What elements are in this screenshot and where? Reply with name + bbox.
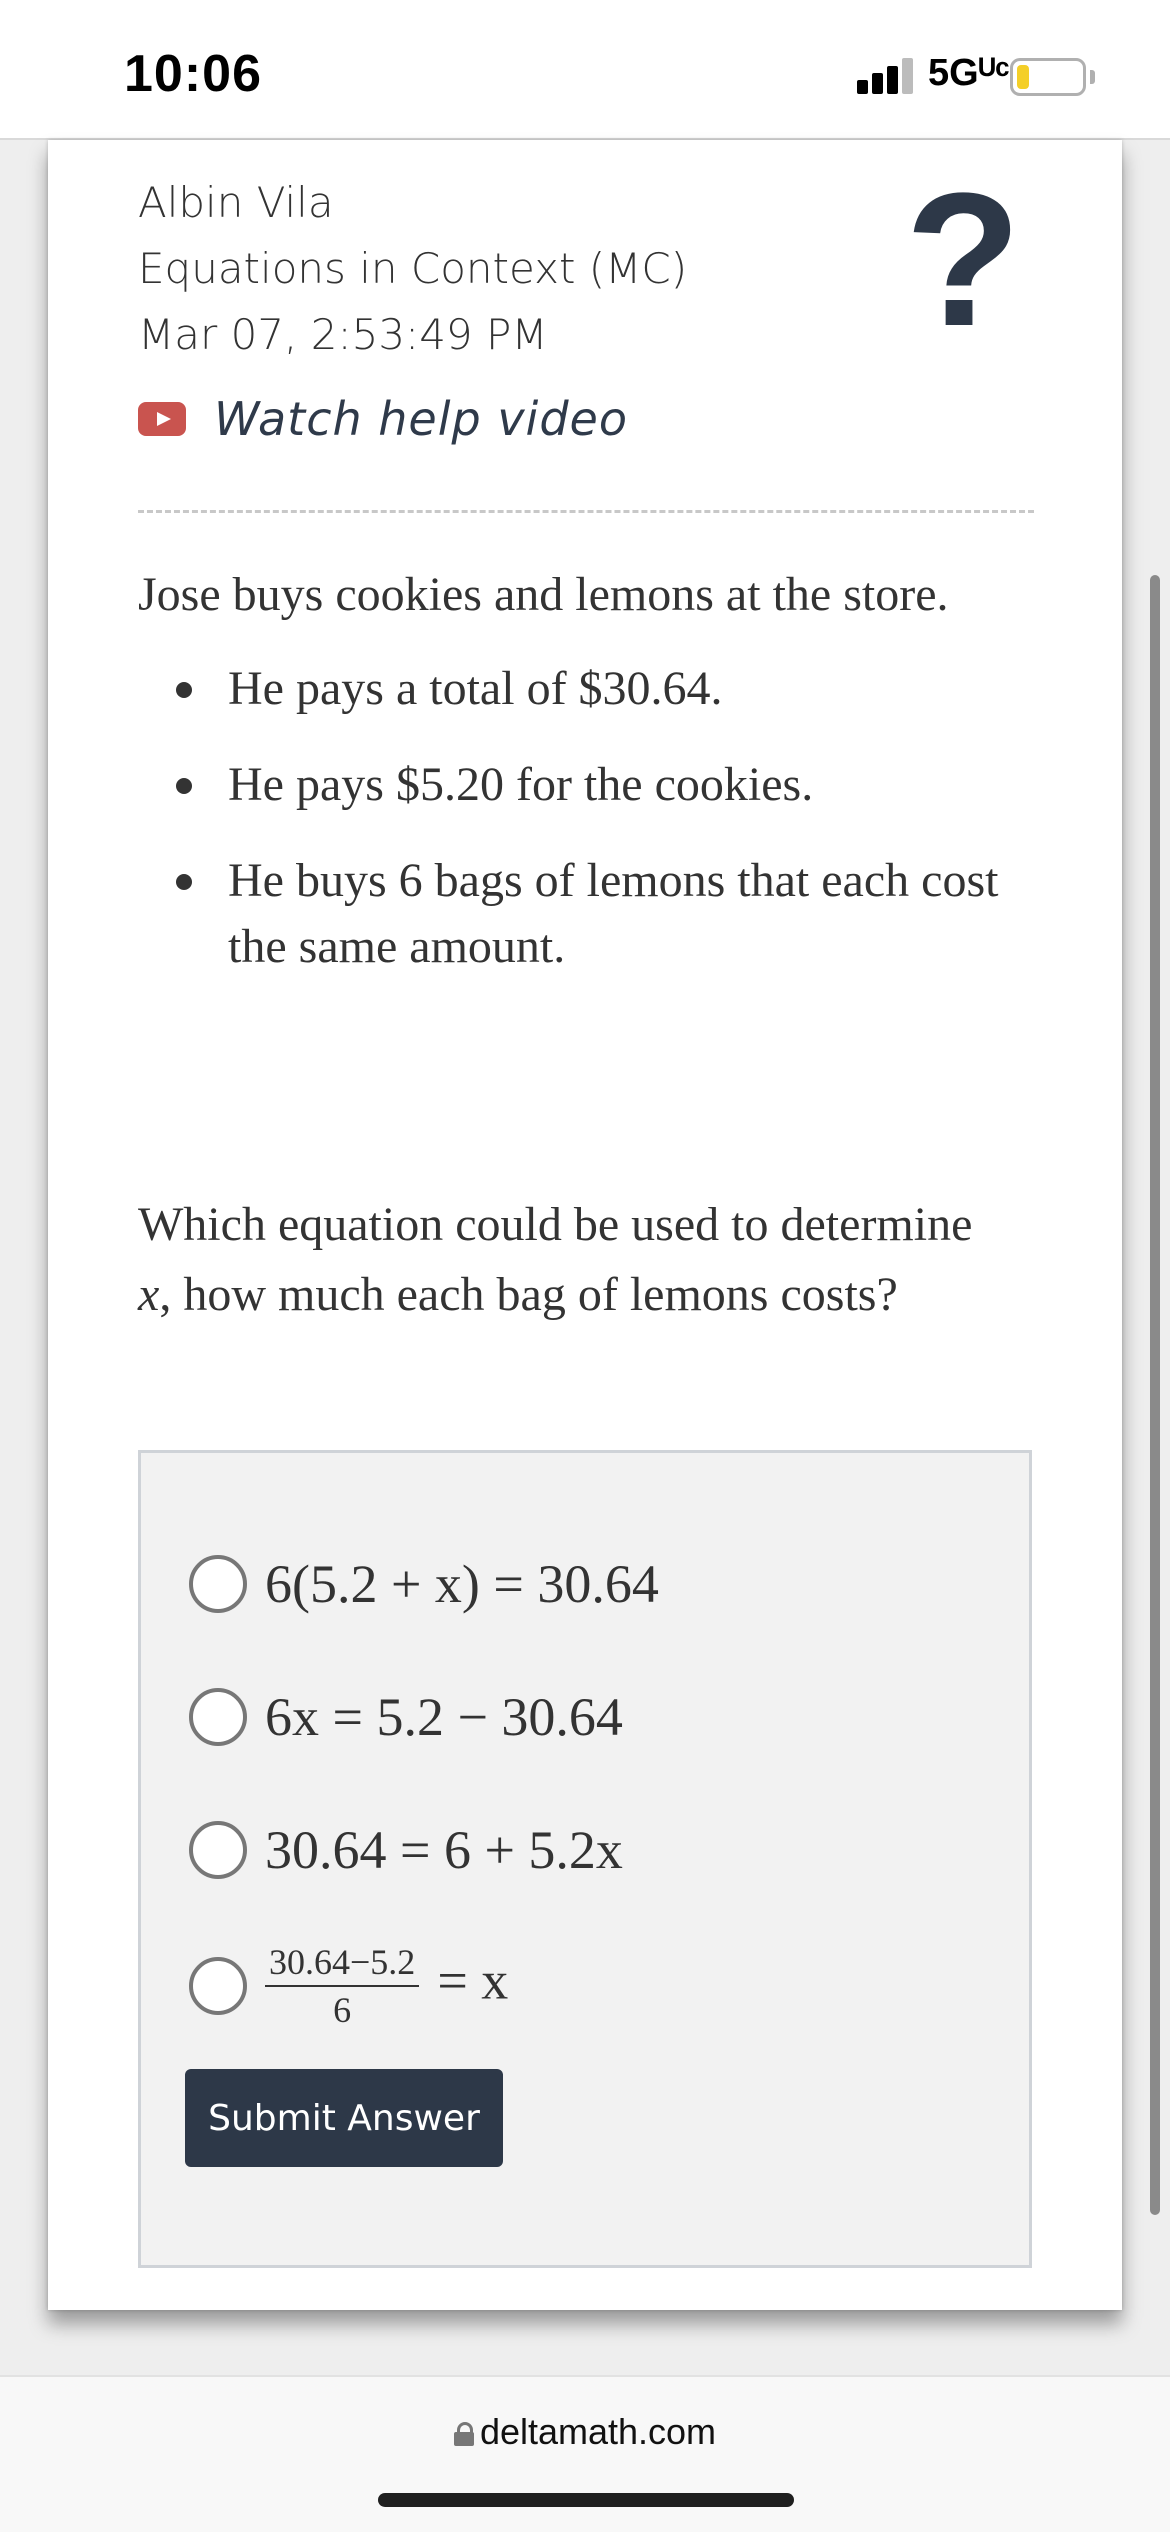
bullet-item: He pays a total of $30.64. — [228, 656, 1078, 722]
bullet-item: He pays $5.20 for the cookies. — [228, 752, 1078, 818]
radio-button[interactable] — [189, 1555, 247, 1613]
fraction-denominator: 6 — [333, 1990, 352, 2030]
answer-option-4-text — [265, 1941, 508, 2031]
problem-bullets — [138, 656, 1078, 980]
battery-tip — [1090, 70, 1095, 84]
answer-choices-box — [138, 1450, 1032, 2268]
fraction — [265, 1941, 419, 2031]
question-text — [138, 1190, 998, 1330]
problem-intro: Jose buys cookies and lemons at the store. — [138, 568, 949, 621]
question-after: , how much each bag of lemons costs? — [159, 1268, 898, 1321]
problem-statement — [138, 560, 1078, 1010]
answer-option-1-text: 6(5.2 + x) = 30.64 — [265, 1554, 659, 1614]
radio-button[interactable] — [189, 1821, 247, 1879]
home-indicator[interactable] — [378, 2493, 794, 2507]
assignment-meta — [138, 170, 687, 368]
status-bar — [0, 0, 1170, 140]
watch-help-video-link[interactable] — [138, 392, 628, 446]
question-variable: x — [138, 1268, 160, 1321]
answer-option-3-text: 30.64 = 6 + 5.2x — [265, 1820, 623, 1880]
youtube-play-icon — [138, 402, 186, 436]
fraction-rhs: = x — [437, 1950, 509, 2011]
problem-card — [48, 140, 1122, 2310]
answer-option-1[interactable] — [189, 1553, 659, 1615]
watch-help-video-label: Watch help video — [214, 392, 628, 446]
url-display[interactable] — [0, 2411, 1170, 2453]
radio-button[interactable] — [189, 1957, 247, 2015]
student-name: Albin Vila — [138, 178, 334, 227]
bullet-item: He buys 6 bags of lemons that each cost the same amount. — [228, 848, 1078, 980]
page-scrollbar[interactable] — [1150, 575, 1160, 2215]
browser-address-bar — [0, 2375, 1170, 2532]
battery-icon — [1010, 58, 1086, 96]
submit-answer-button[interactable]: Submit Answer — [185, 2069, 503, 2167]
fraction-numerator: 30.64−5.2 — [265, 1941, 419, 1987]
question-before: Which equation could be used to determine — [138, 1198, 973, 1251]
answer-option-3[interactable] — [189, 1819, 623, 1881]
assignment-title: Equations in Context (MC) — [138, 244, 688, 293]
url-text: deltamath.com — [479, 2411, 717, 2452]
answer-option-2-text: 6x = 5.2 − 30.64 — [265, 1687, 623, 1747]
signal-strength-icon — [857, 58, 913, 94]
answer-option-4[interactable] — [189, 1941, 508, 2031]
assignment-timestamp: Mar 07, 2:53:49 PM — [138, 310, 548, 359]
radio-button[interactable] — [189, 1688, 247, 1746]
network-type: 5Gᵁᶜ — [928, 52, 1010, 94]
help-question-icon[interactable]: ? — [905, 154, 1022, 366]
dashed-divider — [138, 510, 1034, 513]
lock-icon — [454, 2422, 474, 2446]
status-time: 10:06 — [124, 45, 262, 103]
answer-option-2[interactable] — [189, 1686, 623, 1748]
